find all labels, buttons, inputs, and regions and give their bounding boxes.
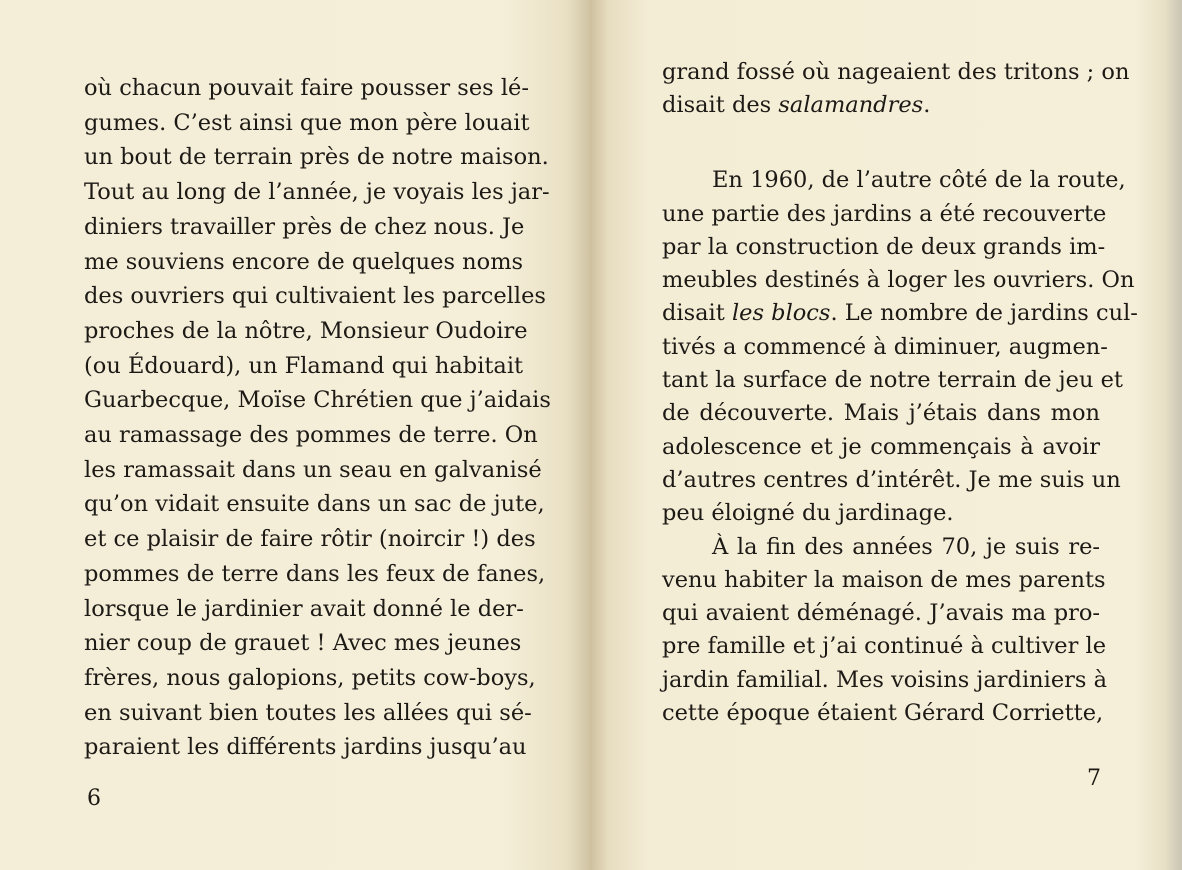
text-line-content: meubles destinés à loger les ouvriers. On [662,267,1135,294]
text-line [84,177,550,207]
text-line [662,332,1108,362]
text-line-content: disait des [662,92,779,119]
text-line [84,108,530,138]
text-line [84,594,524,624]
text-line-continuation: . Le nombre de jardins cul- [830,300,1138,327]
text-line-content: adolescence et je commençais à avoir [662,433,1100,460]
text-line [84,698,532,728]
text-line [84,316,528,346]
text-line [662,665,1108,695]
text-line [662,265,1135,295]
text-line [84,385,551,415]
text-line [662,465,1121,495]
text-line [662,398,1100,428]
text-line [662,298,1138,328]
text-line [662,90,1100,120]
text-line-content: Tout au long de l’année, je voyais les jar- [84,179,550,206]
text-line-content: tant la surface de notre terrain de jeu et [662,367,1123,394]
text-line-content: peu éloigné du jardinage. [662,500,954,527]
text-line-content: les ramassait dans un seau en galvanisé [84,456,542,483]
text-line [84,247,524,277]
text-line [662,57,1130,87]
text-line-content: qu’on vidait ensuite dans un sac de jute, [84,491,545,518]
text-line-content: En 1960, de l’autre côté de la route, [712,167,1126,194]
text-line [662,565,1106,595]
text-line-content: nier coup de grauet ! Avec mes jeunes [84,630,522,657]
text-line-content: me souviens encore de quelques noms [84,248,524,275]
page-number-left: 6 [87,786,101,811]
text-line [84,663,536,693]
page-number-right: 7 [1087,766,1101,791]
text-line [84,212,525,242]
text-line-content: des ouvriers qui cultivaient les parcelles [84,283,546,310]
text-line [84,524,536,554]
text-line [84,281,546,311]
text-line [662,232,1106,262]
text-line [662,199,1107,229]
text-line [84,142,549,172]
text-line-content: tivés a commencé à diminuer, augmen- [662,333,1108,360]
text-line [84,351,524,381]
text-line-content: paraient les différents jardins jusqu’au [84,734,527,761]
text-line [84,628,520,658]
text-line-content: par la construction de deux grands im- [662,233,1106,260]
text-line-content: diniers travailler près de chez nous. Je [84,213,525,240]
text-line-content: au ramassage des pommes de terre. On [84,422,538,448]
text-line-content: gumes. C’est ainsi que mon père louait [84,109,530,136]
text-line [84,455,542,485]
text-line-content: un bout de terrain près de notre maison. [84,144,549,171]
text-line-content: de découverte. Mais j’étais dans mon [662,400,1100,427]
text-line-continuation: . [923,92,931,119]
text-line-content: cette époque étaient Gérard Corriette, [662,700,1104,727]
text-line [84,559,546,589]
text-line [662,532,1100,562]
left-page [0,0,590,870]
text-line-content: À la fin des années 70, je suis re- [712,533,1100,560]
text-line [662,598,1100,628]
text-line-content: qui avaient déménagé. J’avais ma pro- [662,600,1100,627]
italic-term: salamandres [778,92,924,119]
text-line [84,420,538,450]
text-line [662,365,1123,395]
text-line-content: lorsque le jardinier avait donné le der- [84,595,524,622]
text-line-content: Guarbecque, Moïse Chrétien que j’aidais [84,387,551,414]
text-line-content: frères, nous galopions, petits cow-boys, [84,664,536,691]
text-line-content: pre famille et j’ai continué à cultiver le [662,633,1107,660]
text-line [84,489,545,519]
text-line-content: (ou Édouard), un Flamand qui habitait [84,352,524,379]
text-line [84,73,529,103]
text-line [662,698,1104,728]
text-line [84,732,527,762]
text-line-content: venu habiter la maison de mes parents [662,566,1106,593]
text-line-content: où chacun pouvait faire pousser ses lé- [84,75,529,101]
text-line-content: pommes de terre dans les feux de fanes, [84,560,546,587]
text-line-content: en suivant bien toutes les allées qui sé- [84,699,532,726]
text-line [662,432,1100,462]
right-page [590,0,1182,870]
text-line-content: une partie des jardins a été recouverte [662,200,1107,227]
text-line [662,631,1107,661]
text-line [662,165,1126,195]
text-line-content: d’autres centres d’intérêt. Je me suis un [662,466,1121,493]
text-line-content: grand fossé où nageaient des tritons ; on [662,59,1130,85]
text-line-content: et ce plaisir de faire rôtir (noircir !) des [84,526,536,553]
text-line-content: disait [662,300,732,327]
text-line-content: jardin familial. Mes voisins jardiniers à [662,666,1108,693]
text-line [662,498,1100,528]
italic-term: les blocs [731,300,831,327]
text-line-content: proches de la nôtre, Monsieur Oudoire [84,317,528,344]
